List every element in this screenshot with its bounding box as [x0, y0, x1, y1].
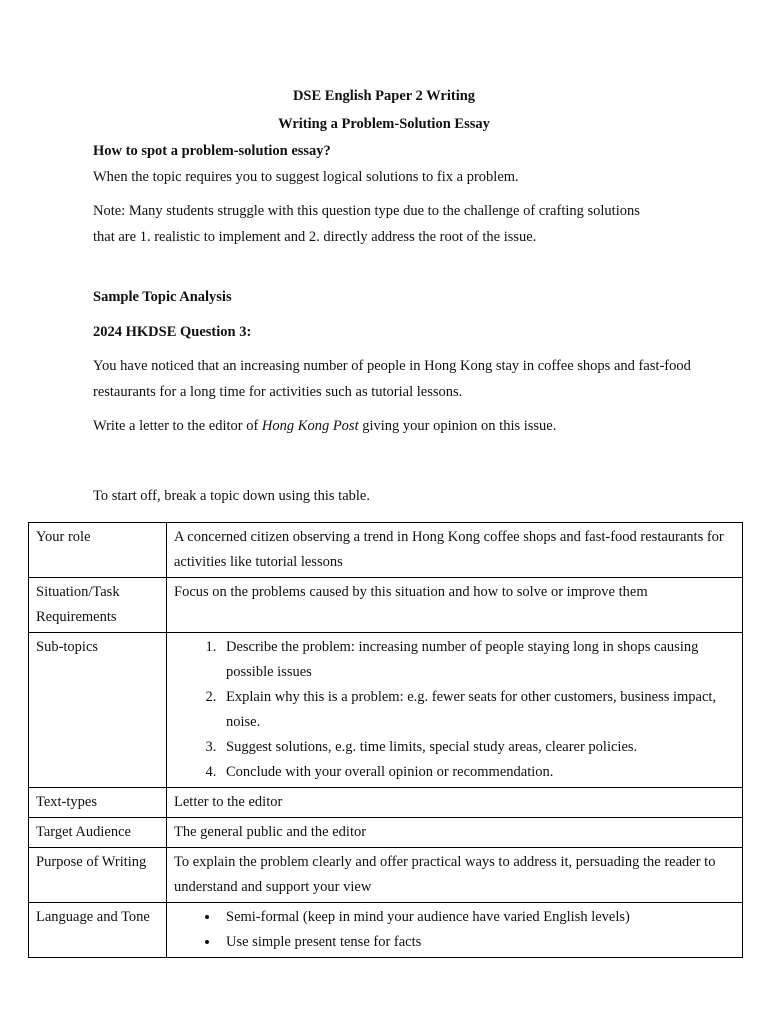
table-row	[29, 903, 743, 958]
subtopics-cell	[167, 633, 743, 788]
spot-text: When the topic requires you to suggest logical solutions to fix a problem.	[93, 169, 519, 185]
table-row	[29, 788, 743, 818]
document-subtitle: Writing a Problem-Solution Essay	[278, 116, 490, 132]
list-item: 1. Describe the problem: increasing number of people staying long in shops causing possible issues	[220, 635, 736, 685]
purpose-value: To explain the problem clearly and offer practical ways to address it, persuading the reader to understand and support your view	[167, 848, 743, 903]
situation-value: Focus on the problems caused by this situation and how to solve or improve them	[167, 578, 743, 633]
language-label: Language and Tone	[29, 903, 167, 958]
language-list	[174, 905, 736, 955]
table-row	[29, 523, 743, 578]
list-item: • Semi-formal (keep in mind your audience have varied English levels)	[220, 905, 736, 930]
texttype-value: Letter to the editor	[167, 788, 743, 818]
sample-heading: Sample Topic Analysis	[93, 289, 232, 305]
table-row	[29, 633, 743, 788]
table-row	[29, 818, 743, 848]
audience-value: The general public and the editor	[167, 818, 743, 848]
letter-prefix: Write a letter to the editor of	[93, 418, 262, 434]
question-paragraph: You have noticed that an increasing number of people in Hong Kong stay in coffee shops and fast-food restaurants for a long time for activities such as tutorial lessons.	[93, 358, 691, 400]
language-cell	[167, 903, 743, 958]
letter-instruction	[93, 418, 556, 435]
document-title: DSE English Paper 2 Writing	[292, 88, 476, 104]
purpose-label: Purpose of Writing	[29, 848, 167, 903]
table-row	[29, 848, 743, 903]
question-heading: 2024 HKDSE Question 3:	[93, 324, 252, 340]
spot-heading: How to spot a problem-solution essay?	[93, 143, 331, 159]
table-intro: To start off, break a topic down using this table.	[93, 488, 370, 504]
subtopics-list	[174, 635, 736, 785]
list-item: 4. Conclude with your overall opinion or recommendation.	[220, 760, 736, 785]
role-value: A concerned citizen observing a trend in Hong Kong coffee shops and fast-food restaurants for activities like tutorial lessons	[167, 523, 743, 578]
topic-analysis-table	[28, 522, 743, 958]
publication-name: Hong Kong Post	[261, 418, 359, 434]
list-item: • Use simple present tense for facts	[220, 930, 736, 955]
role-label: Your role	[29, 523, 167, 578]
letter-suffix: giving your opinion on this issue.	[358, 418, 557, 434]
table-row	[29, 578, 743, 633]
list-item: 2. Explain why this is a problem: e.g. fewer seats for other customers, business impact, noise.	[220, 685, 736, 735]
audience-label: Target Audience	[29, 818, 167, 848]
texttype-label: Text-types	[29, 788, 167, 818]
situation-label: Situation/Task Requirements	[29, 578, 167, 633]
note-paragraph: Note: Many students struggle with this question type due to the challenge of crafting solutions that are 1. realistic to implement and 2. directly address the root of the issue.	[93, 203, 640, 245]
list-item: 3. Suggest solutions, e.g. time limits, special study areas, clearer policies.	[220, 735, 736, 760]
subtopics-label: Sub-topics	[29, 633, 167, 788]
